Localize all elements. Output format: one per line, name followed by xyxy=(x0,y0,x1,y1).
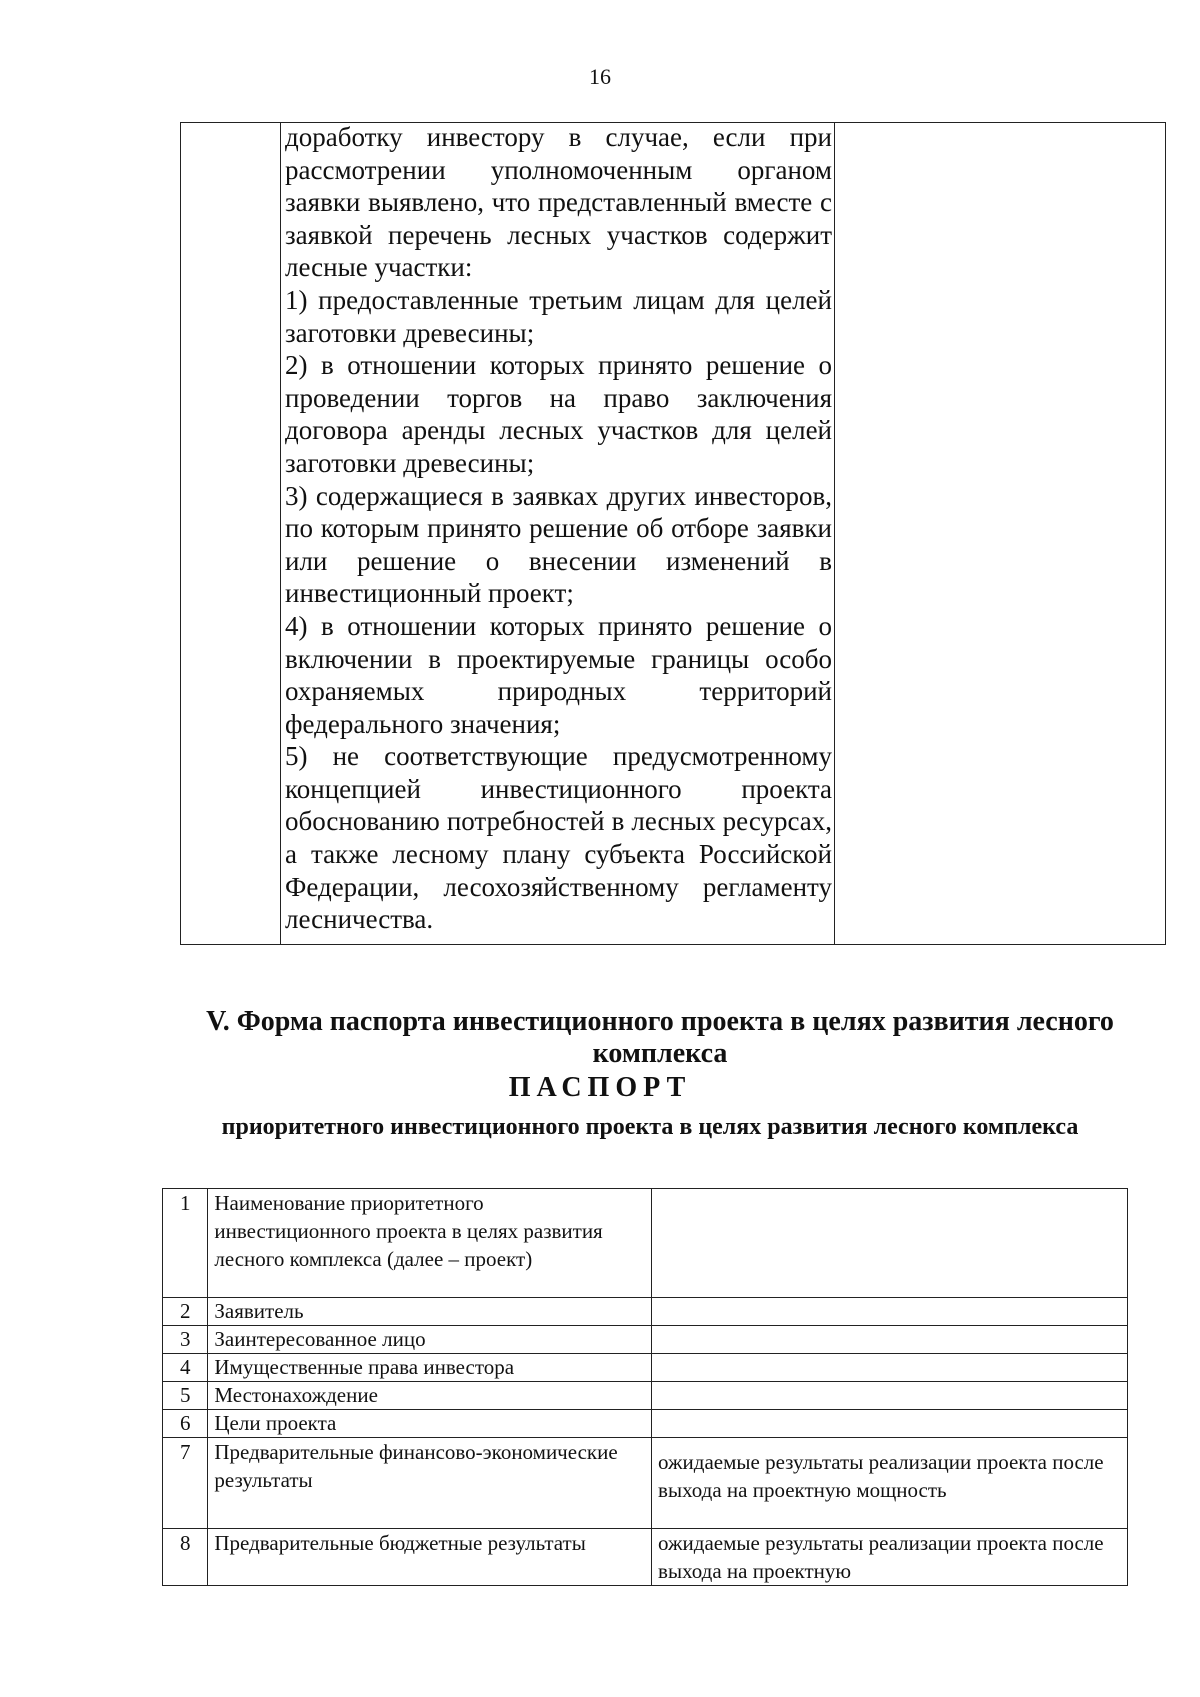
row-name: Предварительные бюджетные результаты xyxy=(208,1529,652,1586)
row-name: Заявитель xyxy=(208,1298,652,1326)
table-row xyxy=(163,1410,1128,1438)
row-value xyxy=(652,1189,1128,1298)
continuation-item-1: 1) предоставленные третьим лицам для целей заготовки древесины; xyxy=(285,284,832,348)
row-number: 6 xyxy=(163,1410,208,1438)
passport-subtitle: приоритетного инвестиционного проекта в целях развития лесного комплекса xyxy=(221,1114,1079,1140)
row-value xyxy=(652,1410,1128,1438)
row-number: 4 xyxy=(163,1354,208,1382)
row-number: 2 xyxy=(163,1298,208,1326)
row-number: 1 xyxy=(163,1189,208,1298)
row-value-text: ожидаемые результаты реализации проекта после выхода на проектную мощность xyxy=(658,1450,1104,1502)
row-name: Наименование приоритетного инвестиционного проекта в целях развития лесного комплекса (далее – проект) xyxy=(208,1189,652,1298)
row-number: 3 xyxy=(163,1326,208,1354)
row-value xyxy=(652,1326,1128,1354)
row-name: Предварительные финансово-экономические результаты xyxy=(208,1438,652,1529)
row-number: 8 xyxy=(163,1529,208,1586)
table-row xyxy=(163,1438,1128,1529)
continuation-item-4: 4) в отношении которых принято решение о включении в проектируемые границы особо охраняемых природных территорий федерального значения; xyxy=(285,610,832,739)
row-value: ожидаемые результаты реализации проекта после выхода на проектную xyxy=(652,1529,1128,1586)
passport-heading: ПАСПОРТ xyxy=(508,1072,692,1103)
continuation-text-cell xyxy=(281,123,835,945)
row-name: Имущественные права инвестора xyxy=(208,1354,652,1382)
continuation-paragraph: доработку инвестору в случае, если при рассмотрении уполномоченным органом заявки выявлено, что представленный вместе с заявкой перечень лесных участков содержит лесные участки: xyxy=(285,122,832,283)
row-value xyxy=(652,1382,1128,1410)
passport-table xyxy=(162,1188,1128,1586)
row-name: Заинтересованное лицо xyxy=(208,1326,652,1354)
continuation-item-5: 5) не соответствующие предусмотренному концепцией инвестиционного проекта обоснованию потребностей в лесных ресурсах, а также лесному плану субъекта Российской Федерации, лесохозяйственному регламенту лесничества. xyxy=(285,741,832,935)
table-row xyxy=(163,1298,1128,1326)
page-number: 16 xyxy=(589,64,611,89)
continuation-table xyxy=(180,122,1166,945)
empty-cell-right xyxy=(835,123,1166,945)
table-row xyxy=(163,1326,1128,1354)
row-number: 7 xyxy=(163,1438,208,1529)
table-row xyxy=(163,1189,1128,1298)
row-name: Местонахождение xyxy=(208,1382,652,1410)
row-name: Цели проекта xyxy=(208,1410,652,1438)
continuation-item-3: 3) содержащиеся в заявках других инвесторов, по которым принято решение об отборе заявки или решение о внесении изменений в инвестиционный проект; xyxy=(285,480,832,609)
row-value xyxy=(652,1354,1128,1382)
continuation-item-2: 2) в отношении которых принято решение о проведении торгов на право заключения договора аренды лесных участков для целей заготовки древесины; xyxy=(285,350,832,478)
section-title: V. Форма паспорта инвестиционного проекта в целях развития лесного комплекса xyxy=(206,1006,1114,1069)
row-value xyxy=(652,1298,1128,1326)
table-row xyxy=(181,123,1166,945)
table-row xyxy=(163,1354,1128,1382)
table-row xyxy=(163,1382,1128,1410)
row-value xyxy=(652,1438,1128,1529)
table-row xyxy=(163,1529,1128,1586)
row-number: 5 xyxy=(163,1382,208,1410)
empty-cell-left xyxy=(181,123,281,945)
